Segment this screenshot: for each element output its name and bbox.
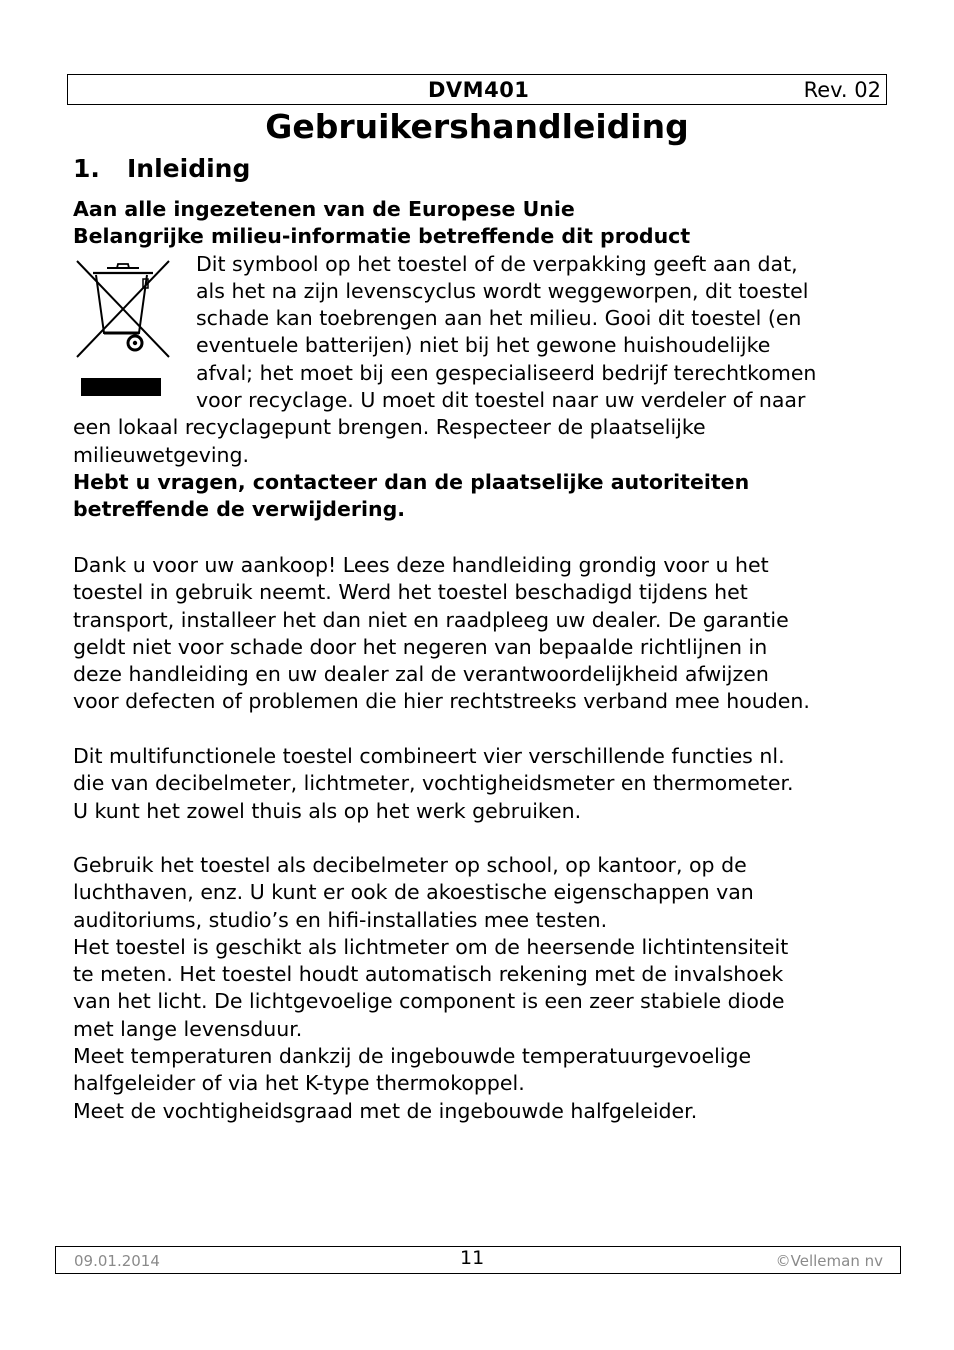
weee-section (73, 196, 888, 524)
model-number: DVM401 (428, 78, 530, 102)
paragraph-line: Het toestel is geschikt als lichtmeter om de heersende lichtintensiteit (73, 934, 789, 959)
paragraph-line: deze handleiding en uw dealer zal de verantwoordelijkheid afwijzen (73, 662, 769, 687)
crossed-out-wheelie-bin-icon (73, 257, 173, 402)
paragraph-line: transport, installeer het dan niet en raadpleeg uw dealer. De garantie (73, 607, 789, 632)
section-number: 1. (73, 154, 100, 183)
paragraph-line: die van decibelmeter, lichtmeter, vochtigheidsmeter en thermometer. (73, 771, 794, 796)
revision-label: Rev. 02 (803, 78, 881, 102)
weee-contact-line: Hebt u vragen, contacteer dan de plaatselijke autoriteiten (73, 469, 750, 494)
functions-paragraph (73, 743, 888, 825)
paragraph-line: Gebruik het toestel als decibelmeter op school, op kantoor, op de (73, 853, 747, 877)
page-number: 11 (460, 1247, 485, 1269)
section-heading (73, 154, 250, 183)
weee-text-line: voor recyclage. U moet dit toestel naar uw verdeler of naar (196, 388, 806, 413)
paragraph-line: voor defecten of problemen die hier rechtstreeks verband mee houden. (73, 689, 810, 714)
footer-copyright: ©Velleman nv (775, 1252, 883, 1270)
paragraph-line: halfgeleider of via het K-type thermokoppel. (73, 1071, 525, 1096)
page-footer (55, 1246, 901, 1274)
paragraph-line: Meet temperaturen dankzij de ingebouwde temperatuurgevoelige (73, 1044, 752, 1069)
paragraph-line: auditoriums, studio’s en hifi-installaties mee testen. (73, 907, 608, 932)
paragraph-line: van het licht. De lichtgevoelige component is een zeer stabiele diode (73, 989, 785, 1014)
document-title: Gebruikershandleiding (265, 107, 689, 146)
weee-text-line: Dit symbool op het toestel of de verpakking geeft aan dat, (196, 251, 798, 276)
paragraph-line: met lange levensduur. (73, 1016, 303, 1041)
weee-heading-environment: Belangrijke milieu-informatie betreffende dit product (73, 224, 691, 249)
usage-paragraph (73, 852, 888, 1125)
intro-paragraph (73, 552, 888, 716)
paragraph-line: Dank u voor uw aankoop! Lees deze handleiding grondig voor u het (73, 553, 769, 577)
paragraph-line: te meten. Het toestel houdt automatisch rekening met de invalshoek (73, 962, 784, 987)
paragraph-line: geldt niet voor schade door het negeren van bepaalde richtlijnen in (73, 634, 768, 659)
paragraph-line: toestel in gebruik neemt. Werd het toestel beschadigd tijdens het (73, 580, 748, 605)
weee-text-line: een lokaal recyclagepunt brengen. Respecteer de plaatselijke (73, 415, 706, 440)
paragraph-line: luchthaven, enz. U kunt er ook de akoestische eigenschappen van (73, 880, 754, 905)
weee-text-line: eventuele batterijen) niet bij het gewone huishoudelijke (196, 333, 771, 358)
paragraph-line: Dit multifunctionele toestel combineert vier verschillende functies nl. (73, 744, 785, 768)
page-header (67, 74, 887, 105)
section-title: Inleiding (127, 154, 251, 183)
weee-heading-eu: Aan alle ingezetenen van de Europese Unie (73, 197, 575, 221)
weee-text-line: milieuwetgeving. (73, 442, 250, 467)
weee-text-line: als het na zijn levenscyclus wordt weggeworpen, dit toestel (196, 278, 809, 303)
paragraph-line: U kunt het zowel thuis als op het werk gebruiken. (73, 798, 582, 823)
weee-text-line: schade kan toebrengen aan het milieu. Gooi dit toestel (en (196, 306, 802, 331)
weee-contact-line: betreffende de verwijdering. (73, 497, 406, 522)
footer-date: 09.01.2014 (74, 1252, 160, 1270)
paragraph-line: Meet de vochtigheidsgraad met de ingebouwde halfgeleider. (73, 1098, 698, 1123)
weee-text-line: afval; het moet bij een gespecialiseerd bedrijf terechtkomen (196, 360, 817, 385)
